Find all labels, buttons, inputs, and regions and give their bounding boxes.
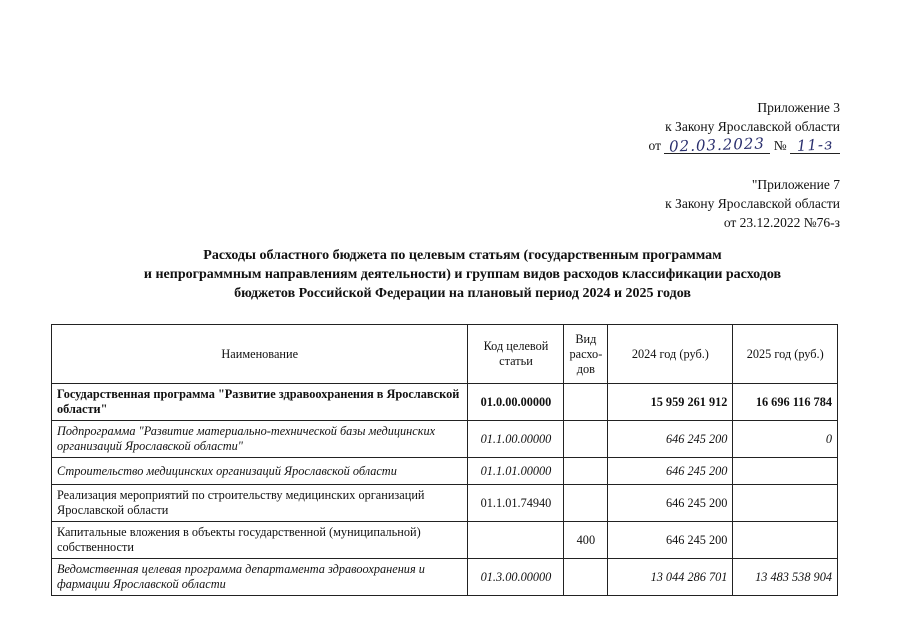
cell-code: 01.0.00.00000 bbox=[468, 384, 564, 421]
cell-2025 bbox=[733, 458, 838, 485]
cell-2025 bbox=[733, 522, 838, 559]
cell-vid bbox=[564, 485, 608, 522]
appendix-7-title: "Приложение 7 bbox=[751, 177, 840, 192]
cell-code: 01.1.01.74940 bbox=[468, 485, 564, 522]
cell-2024: 646 245 200 bbox=[608, 458, 733, 485]
cell-vid bbox=[564, 384, 608, 421]
cell-2024: 646 245 200 bbox=[608, 485, 733, 522]
cell-code: 01.1.01.00000 bbox=[468, 458, 564, 485]
handwritten-date: 02.03.2023 bbox=[669, 134, 766, 156]
table-row bbox=[52, 485, 838, 522]
cell-2025: 0 bbox=[733, 421, 838, 458]
header-2025: 2025 год (руб.) bbox=[733, 325, 838, 384]
cell-2024: 646 245 200 bbox=[608, 421, 733, 458]
from-label: от bbox=[648, 138, 661, 153]
header-2024: 2024 год (руб.) bbox=[608, 325, 733, 384]
cell-name: Государственная программа "Развитие здравоохранения в Ярославской области" bbox=[52, 384, 468, 421]
cell-2025 bbox=[733, 485, 838, 522]
appendix-7-date: от 23.12.2022 №76-з bbox=[723, 215, 840, 230]
cell-name: Ведомственная целевая программа департамента здравоохранения и фармации Ярославской области bbox=[52, 559, 468, 596]
cell-vid: 400 bbox=[564, 522, 608, 559]
table-header-row bbox=[52, 325, 838, 384]
cell-name: Строительство медицинских организаций Ярославской области bbox=[52, 458, 468, 485]
cell-vid bbox=[564, 421, 608, 458]
cell-code bbox=[468, 522, 564, 559]
table-row bbox=[52, 559, 838, 596]
title-line-2: и непрограммным направлениям деятельности) и группам видов расходов классификации расходов bbox=[143, 267, 782, 282]
table-row bbox=[52, 522, 838, 559]
cell-name: Подпрограмма "Развитие материально-технической базы медицинских организаций Ярославской области" bbox=[52, 421, 468, 458]
title-line-1: Расходы областного бюджета по целевым статьям (государственным программам bbox=[203, 248, 722, 263]
cell-2025: 16 696 116 784 bbox=[733, 384, 838, 421]
appendix-3-law: к Закону Ярославской области bbox=[665, 119, 840, 134]
cell-name: Капитальные вложения в объекты государственной (муниципальной) собственности bbox=[52, 522, 468, 559]
appendix-3-block bbox=[649, 98, 841, 155]
table-row bbox=[52, 421, 838, 458]
document-title bbox=[90, 246, 835, 303]
cell-code: 01.3.00.00000 bbox=[468, 559, 564, 596]
table-row bbox=[52, 458, 838, 485]
appendix-3-title: Приложение 3 bbox=[757, 100, 840, 115]
cell-vid bbox=[564, 458, 608, 485]
cell-code: 01.1.00.00000 bbox=[468, 421, 564, 458]
header-vid: Вид расхо-дов bbox=[564, 325, 608, 384]
budget-table bbox=[51, 324, 838, 596]
cell-vid bbox=[564, 559, 608, 596]
table-row bbox=[52, 384, 838, 421]
title-line-3: бюджетов Российской Федерации на плановый период 2024 и 2025 годов bbox=[234, 286, 691, 301]
header-code: Код целевой статьи bbox=[468, 325, 564, 384]
header-name: Наименование bbox=[52, 325, 468, 384]
appendix-7-law: к Закону Ярославской области bbox=[665, 196, 840, 211]
handwritten-number: 11-з bbox=[796, 135, 834, 155]
cell-name: Реализация мероприятий по строительству медицинских организаций Ярославской области bbox=[52, 485, 468, 522]
appendix-7-block bbox=[665, 175, 840, 232]
cell-2025: 13 483 538 904 bbox=[733, 559, 838, 596]
cell-2024: 15 959 261 912 bbox=[608, 384, 733, 421]
cell-2024: 646 245 200 bbox=[608, 522, 733, 559]
cell-2024: 13 044 286 701 bbox=[608, 559, 733, 596]
number-label: № bbox=[773, 138, 787, 153]
appendix-3-signature-line bbox=[649, 136, 841, 155]
